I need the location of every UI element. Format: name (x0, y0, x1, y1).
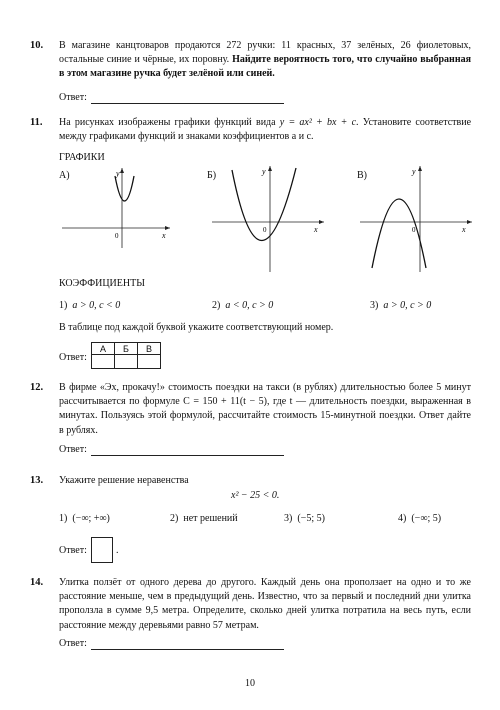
option-2 (212, 300, 273, 311)
graph-a-x-label: x (162, 231, 166, 240)
graph-b (212, 162, 324, 272)
q13-option-1-text: (−∞; +∞) (72, 513, 110, 524)
q14-answer-line[interactable] (91, 649, 284, 650)
q11-instruction: В таблице под каждой буквой укажите соответствующий номер. (59, 322, 334, 333)
q13-answer-label: Ответ: (59, 545, 87, 556)
q13-option-3-num: 3) (284, 513, 293, 524)
q11-number: 11. (30, 117, 43, 128)
q12-answer-label: Ответ: (59, 444, 87, 455)
option-3-text: a > 0, c > 0 (383, 300, 432, 311)
option-2-text: a < 0, c > 0 (225, 300, 274, 311)
graph-a-y-label: y (116, 169, 120, 178)
q11-answer-label: Ответ: (59, 352, 87, 363)
table-header-b: Б (115, 343, 138, 355)
q11-text-end: . Установите соответствие между графиками функций и знаками коэффициентов a и c. (59, 117, 472, 143)
q10-number: 10. (30, 40, 44, 51)
q13-option-2-text: нет решений (183, 513, 238, 524)
option-3-num: 3) (370, 300, 379, 311)
option-1-num: 1) (59, 300, 68, 311)
q13-inequality: x² − 25 < 0. (231, 490, 280, 501)
table-header-a: А (92, 343, 115, 355)
q14-text: Улитка ползёт от одного дерева до другого. Каждый день она проползает на одно и то же расстояние меньше, чем в предыдущий день. Известно, что за первый и последний дни улитка проползла в сумме 9,5 метра. Определите, сколько дней улитка потратила на весь путь, если расстояние между деревьями равно 57 метрам. (59, 577, 471, 631)
answer-cell-v[interactable] (138, 355, 161, 369)
q13-option-2 (170, 513, 238, 524)
q11-text-start: На рисунках изображены графики функций вида (59, 117, 276, 128)
graph-a-origin: 0 (115, 232, 119, 240)
graph-v (360, 162, 472, 272)
q13-option-3 (284, 513, 325, 524)
graph-a (62, 166, 170, 248)
graph-v-origin: 0 (412, 226, 416, 234)
graph-v-x-label: x (462, 225, 466, 234)
graph-b-label: Б) (207, 170, 217, 181)
q10-answer-line[interactable] (91, 103, 284, 104)
graph-b-x-label: x (314, 225, 318, 234)
q13-option-4-num: 4) (398, 513, 407, 524)
q12-answer-line[interactable] (91, 455, 284, 456)
answer-cell-b[interactable] (115, 355, 138, 369)
q11-text (59, 116, 471, 144)
option-2-num: 2) (212, 300, 221, 311)
q13-answer-period: . (116, 545, 119, 556)
answer-cell-a[interactable] (92, 355, 115, 369)
option-1 (59, 300, 120, 311)
q14-number: 14. (30, 577, 44, 588)
q12-text: В фирме «Эх, прокачу!» стоимость поездки на такси (в рублях) длительностью более 5 минут рассчитывается по формуле C = 150 + 11(t − 5), где t — длительность поездки, выраженная в минутах. Пользуясь этой формулой, рассчитайте стоимость 15-минутной поездки. Ответ дайте в рублях. (59, 382, 471, 436)
option-3 (370, 300, 431, 311)
page-number: 10 (245, 678, 255, 689)
graph-b-y-label: y (262, 167, 266, 176)
q13-text: Укажите решение неравенства (59, 475, 189, 486)
graph-v-y-label: y (412, 167, 416, 176)
q11-formula: y = ax² + bx + c (279, 117, 357, 128)
q10-text-bold: Найдите вероятность того, что случайно выбранная в этом магазине ручка будет зелёной или синей. (59, 54, 471, 80)
graph-a-label: А) (59, 170, 70, 181)
q12-number: 12. (30, 382, 44, 393)
q11-answer-table (91, 342, 161, 369)
q13-option-3-text: (−5; 5) (297, 513, 325, 524)
option-1-text: a > 0, c < 0 (72, 300, 121, 311)
graph-b-origin: 0 (263, 226, 267, 234)
q13-option-1-num: 1) (59, 513, 68, 524)
q13-option-1 (59, 513, 110, 524)
table-header-v: В (138, 343, 161, 355)
q14-answer-label: Ответ: (59, 638, 87, 649)
graph-v-label: В) (357, 170, 367, 181)
graphs-heading: ГРАФИКИ (59, 152, 105, 163)
q10-text-plain: В магазине канцтоваров продаются 272 ручки: 11 красных, 37 зелёных, 26 фиолетовых, остальные синие и чёрные, их поровну. (59, 40, 471, 66)
q13-option-4 (398, 513, 441, 524)
q10-text (59, 39, 471, 82)
q13-number: 13. (30, 475, 44, 486)
coefficients-heading: КОЭФФИЦИЕНТЫ (59, 278, 145, 289)
q13-option-4-text: (−∞; 5) (411, 513, 442, 524)
q13-answer-box[interactable] (91, 537, 113, 563)
q10-answer-label: Ответ: (59, 92, 87, 103)
q13-option-2-num: 2) (170, 513, 179, 524)
